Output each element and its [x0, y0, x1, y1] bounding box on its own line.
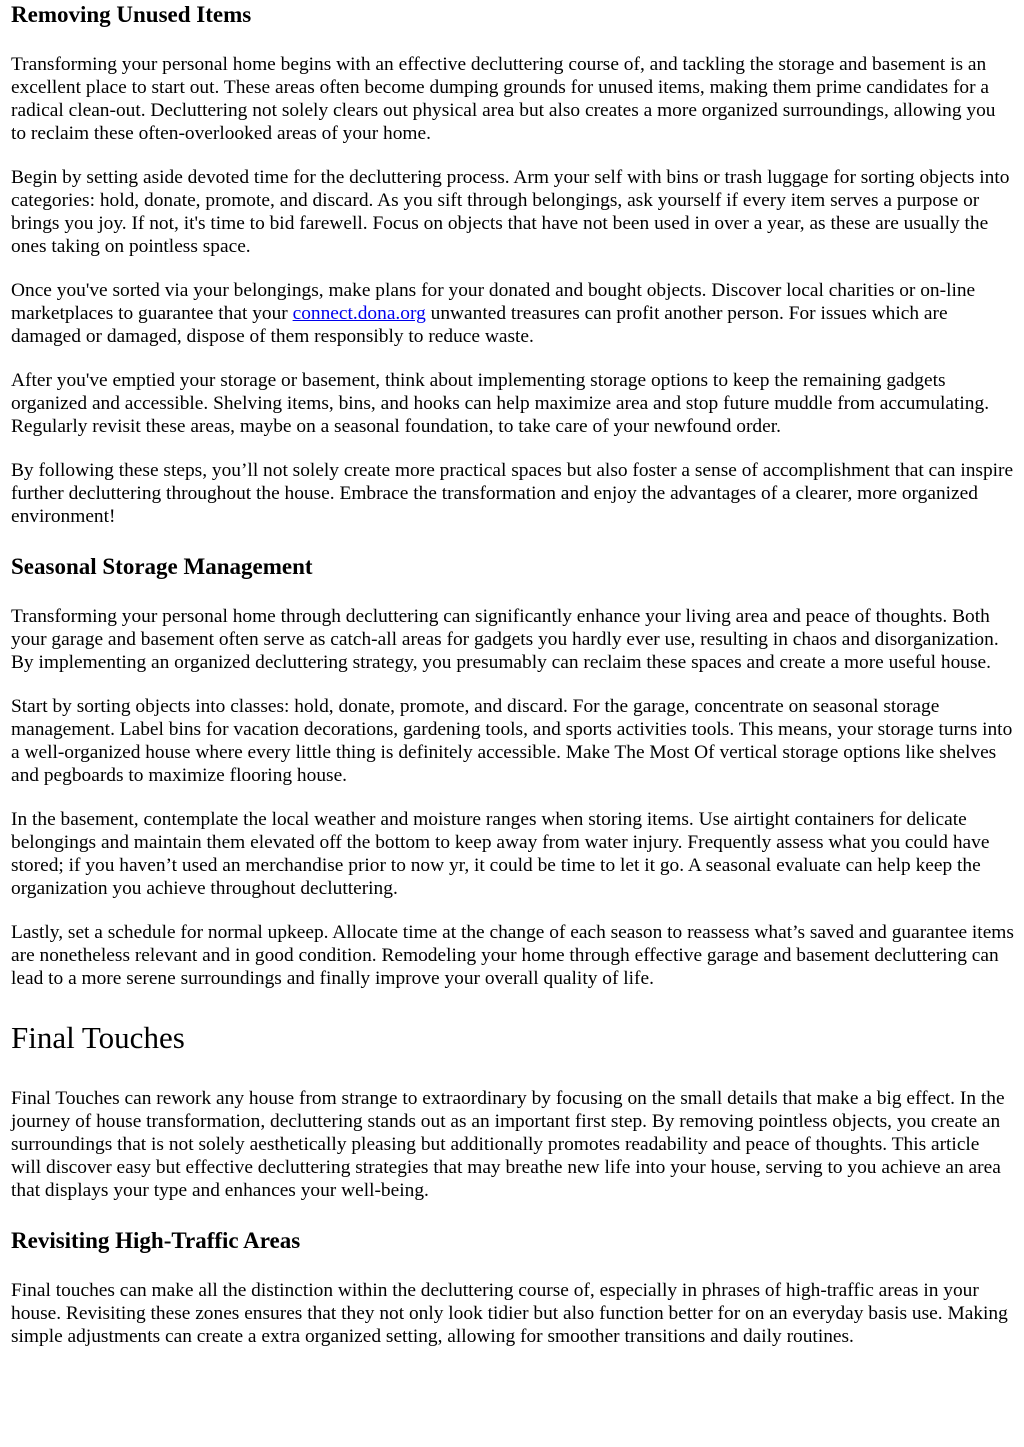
- heading-seasonal-storage-management: Seasonal Storage Management: [11, 554, 313, 579]
- paragraph: Start by sorting objects into classes: hold, donate, promote, and discard. For the garage, concentrate on seasonal storage management. Label bins for vacation decorations, gardening tools, and sports activities tools. This means, your storage turns into a well-organized house where every little thing is definitely accessible. Make The Most Of vertical storage options like shelves and pegboards to maximize flooring house.: [11, 696, 1013, 786]
- paragraph: Final Touches can rework any house from strange to extraordinary by focusing on the small details that make a big effect. In the journey of house transformation, decluttering stands out as an important first step. By removing pointless objects, you create an surroundings that is not solely aesthetically pleasing but additionally promotes readability and peace of thoughts. This article will discover easy but effective decluttering strategies that may breathe new life into your house, serving to you achieve an area that displays your type and enhances your well-being.: [11, 1088, 1005, 1201]
- paragraph: Transforming your personal home through decluttering can significantly enhance your living area and peace of thoughts. Both your garage and basement often serve as catch-all areas for gadgets you hardly ever use, resulting in chaos and disorganization. By implementing an organized decluttering strategy, you presumably can reclaim these spaces and create a more useful house.: [11, 606, 999, 673]
- paragraph: After you've emptied your storage or basement, think about implementing storage options to keep the remaining gadgets organized and accessible. Shelving items, bins, and hooks can help maximize area and stop future muddle from accumulating. Regularly revisit these areas, maybe on a seasonal foundation, to take care of your newfound order.: [11, 370, 990, 437]
- paragraph: Transforming your personal home begins with an effective decluttering course of, and tackling the storage and basement is an excellent place to start out. These areas often become dumping grounds for unused items, making them prime candidates for a radical clean-out. Decluttering not solely clears out physical area but also creates a more organized surroundings, allowing you to reclaim these often-overlooked areas of your home.: [11, 54, 996, 144]
- paragraph: Lastly, set a schedule for normal upkeep. Allocate time at the change of each season to reassess what’s saved and guarantee items are nonetheless relevant and in good condition. Remodeling your home through effective garage and basement decluttering can lead to a more serene surroundings and finally improve your overall quality of life.: [11, 922, 1014, 989]
- paragraph: In the basement, contemplate the local weather and moisture ranges when storing items. Use airtight containers for delicate belongings and maintain them elevated off the bottom to keep away from water injury. Frequently assess what you could have stored; if you haven’t used an merchandise prior to now yr, it could be time to let it go. A seasonal evaluate can help keep the organization you achieve throughout decluttering.: [11, 809, 990, 899]
- connect-dona-link[interactable]: connect.dona.org: [292, 303, 426, 324]
- heading-revisiting-high-traffic-areas: Revisiting High-Traffic Areas: [11, 1228, 301, 1253]
- paragraph-text: Once you've sorted via your belongings, make plans for your donated and bought objects. Discover local charities or on-line marketplaces to guarantee that your: [11, 280, 976, 324]
- paragraph-text: unwanted treasures can profit another person. For issues which are damaged or damaged, dispose of them responsibly to reduce waste.: [11, 303, 948, 347]
- paragraph: Begin by setting aside devoted time for the decluttering process. Arm your self with bins or trash luggage for sorting objects into categories: hold, donate, promote, and discard. As you sift through belongings, ask yourself if every item serves a purpose or brings you joy. If not, it's time to bid farewell. Focus on objects that have not been used in over a year, as these are usually the ones taking on pointless space.: [11, 167, 1010, 257]
- heading-removing-unused-items: Removing Unused Items: [11, 2, 252, 27]
- article: [0, 1, 1024, 1348]
- paragraph: By following these steps, you’ll not solely create more practical spaces but also foster a sense of accomplishment that can inspire further decluttering throughout the house. Embrace the transformation and enjoy the advantages of a clearer, more organized environment!: [11, 460, 1014, 527]
- paragraph: Final touches can make all the distinction within the decluttering course of, especially in phrases of high-traffic areas in your house. Revisiting these zones ensures that they not only look tidier but also function better for on an everyday basis use. Making simple adjustments can create a extra organized setting, allowing for smoother transitions and daily routines.: [11, 1280, 1008, 1347]
- heading-final-touches: Final Touches: [11, 1020, 185, 1055]
- paragraph: [11, 279, 1014, 348]
